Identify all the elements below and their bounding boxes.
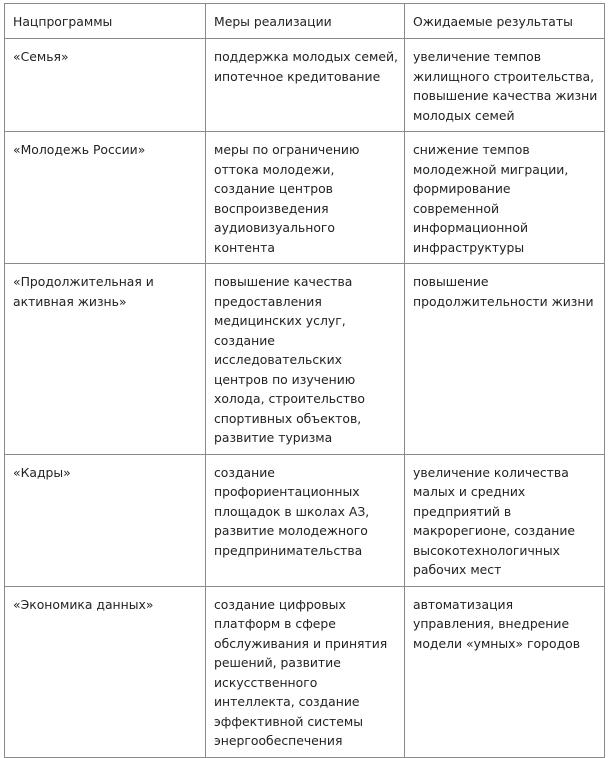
cell-program: «Семья» [5,39,206,132]
cell-results: автоматизация управления, внедрение модели «умных» городов [405,586,605,757]
cell-measures: создание цифровых платформ в сфере обслуживания и принятия решений, развитие искусственного интеллекта, создание эффективной системы энергообеспечения [206,586,405,757]
cell-results: повышение продолжительности жизни [405,264,605,455]
header-programs: Нацпрограммы [5,4,206,39]
table-row [5,454,605,586]
cell-results: снижение темпов молодежной миграции, формирование современной информационной инфраструктуры [405,132,605,264]
cell-results: увеличение количества малых и средних предприятий в макрорегионе, создание высокотехнологичных рабочих мест [405,454,605,586]
header-row [5,4,605,39]
table-row [5,264,605,455]
national-programs-table [4,3,605,758]
header-results: Ожидаемые результаты [405,4,605,39]
cell-measures: поддержка молодых семей, ипотечное кредитование [206,39,405,132]
cell-results: увеличение темпов жилищного строительства, повышение качества жизни молодых семей [405,39,605,132]
cell-program: «Экономика данных» [5,586,206,757]
cell-measures: меры по ограничению оттока молодежи, создание центров воспроизведения аудиовизуального контента [206,132,405,264]
cell-program: «Продолжительная и активная жизнь» [5,264,206,455]
table-row [5,39,605,132]
table-body [5,39,605,758]
table-header [5,4,605,39]
cell-measures: повышение качества предоставления медицинских услуг, создание исследовательских центров по изучению холода, строительство спортивных объектов, развитие туризма [206,264,405,455]
header-measures: Меры реализации [206,4,405,39]
cell-measures: создание профориентационных площадок в школах АЗ, развитие молодежного предпринимательства [206,454,405,586]
table-row [5,132,605,264]
cell-program: «Кадры» [5,454,206,586]
cell-program: «Молодежь России» [5,132,206,264]
table-row [5,586,605,757]
